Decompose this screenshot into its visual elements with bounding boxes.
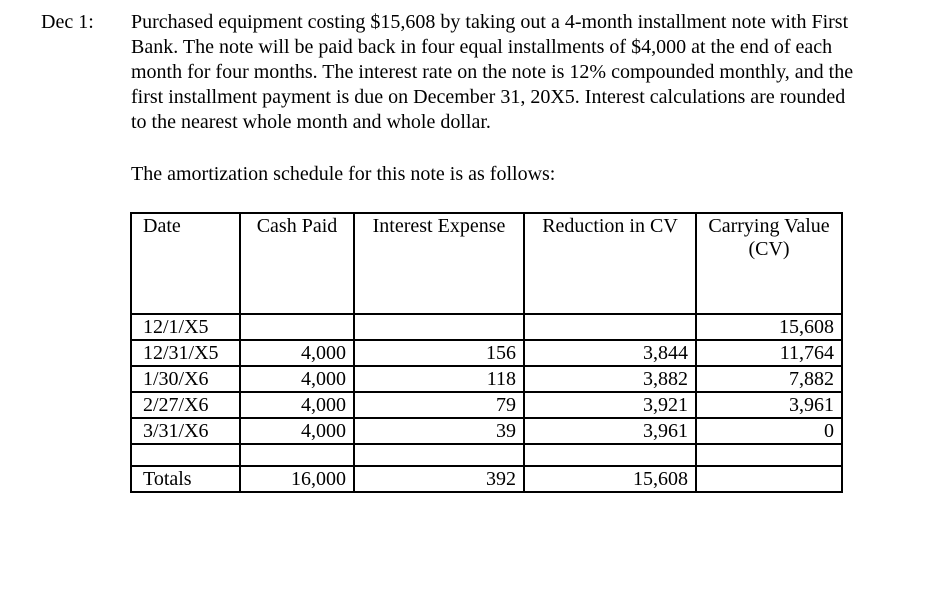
- cell-cash-paid: 4,000: [240, 418, 354, 444]
- table-row: [131, 392, 842, 418]
- header-date: Date: [131, 213, 240, 314]
- cell-date: 1/30/X6: [131, 366, 240, 392]
- cell-cash-paid: 4,000: [240, 340, 354, 366]
- table-row: [131, 340, 842, 366]
- cell-interest: 79: [354, 392, 524, 418]
- totals-reduction: 15,608: [524, 466, 696, 492]
- cell-reduction: 3,921: [524, 392, 696, 418]
- cell-carrying-value: 11,764: [696, 340, 842, 366]
- header-carrying-value-line1: Carrying Value: [708, 215, 830, 237]
- entry-date-label: Dec 1:: [41, 11, 94, 33]
- cell-interest: 118: [354, 366, 524, 392]
- cell-cash-paid: 4,000: [240, 366, 354, 392]
- cell-date: 3/31/X6: [131, 418, 240, 444]
- header-carrying-value-line2: (CV): [748, 238, 790, 260]
- cell-reduction: 3,844: [524, 340, 696, 366]
- totals-interest: 392: [354, 466, 524, 492]
- cell-carrying-value: 3,961: [696, 392, 842, 418]
- cell-reduction: 3,961: [524, 418, 696, 444]
- table-row: [131, 418, 842, 444]
- cell-date: 12/1/X5: [131, 314, 240, 340]
- cell-date: 2/27/X6: [131, 392, 240, 418]
- totals-label: Totals: [131, 466, 240, 492]
- amortization-schedule-table: [130, 212, 843, 493]
- cell-reduction: [524, 314, 696, 340]
- description-line: month for four months. The interest rate on the note is 12% compounded monthly, and the: [131, 61, 854, 83]
- cell-carrying-value: 7,882: [696, 366, 842, 392]
- header-interest-expense: Interest Expense: [354, 213, 524, 314]
- header-reduction-in-cv: Reduction in CV: [524, 213, 696, 314]
- table-row: [131, 314, 842, 340]
- cell-carrying-value: 0: [696, 418, 842, 444]
- spacer-cell: [696, 444, 842, 466]
- description-line: to the nearest whole month and whole dollar.: [131, 111, 491, 133]
- description-line: Bank. The note will be paid back in four equal installments of $4,000 at the end of each: [131, 36, 833, 58]
- table-row: [131, 366, 842, 392]
- table-spacer-row: [131, 444, 842, 466]
- cell-reduction: 3,882: [524, 366, 696, 392]
- totals-row: [131, 466, 842, 492]
- table-header-row: [131, 213, 842, 314]
- cell-interest: [354, 314, 524, 340]
- spacer-cell: [131, 444, 240, 466]
- spacer-cell: [524, 444, 696, 466]
- cell-date: 12/31/X5: [131, 340, 240, 366]
- totals-cash-paid: 16,000: [240, 466, 354, 492]
- description-line: first installment payment is due on December 31, 20X5. Interest calculations are rounded: [131, 86, 846, 108]
- totals-carrying-value: [696, 466, 842, 492]
- cell-carrying-value: 15,608: [696, 314, 842, 340]
- cell-cash-paid: 4,000: [240, 392, 354, 418]
- header-cash-paid: Cash Paid: [240, 213, 354, 314]
- description-line: Purchased equipment costing $15,608 by taking out a 4-month installment note with First: [131, 11, 849, 33]
- cell-cash-paid: [240, 314, 354, 340]
- spacer-cell: [240, 444, 354, 466]
- header-carrying-value: [696, 213, 842, 314]
- cell-interest: 39: [354, 418, 524, 444]
- spacer-cell: [354, 444, 524, 466]
- schedule-intro: The amortization schedule for this note is as follows:: [131, 163, 556, 185]
- cell-interest: 156: [354, 340, 524, 366]
- entry-description: [131, 10, 931, 135]
